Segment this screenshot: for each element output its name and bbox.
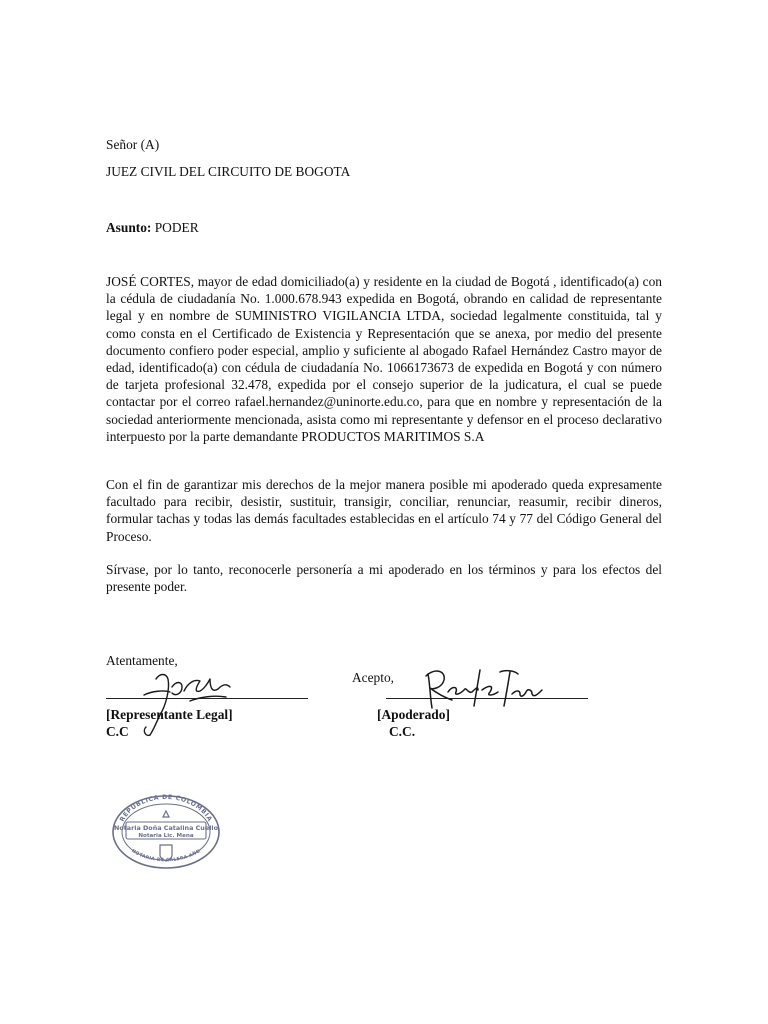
closing: Atentamente, xyxy=(106,653,178,668)
representative-signature xyxy=(130,665,240,745)
subject-label: Asunto: xyxy=(106,220,152,235)
recipient: JUEZ CIVIL DEL CIRCUITO DE BOGOTA xyxy=(106,164,351,179)
body-paragraph-3: Sírvase, por lo tanto, reconocerle personería a mi apoderado en los términos y para los efectos del presente poder. xyxy=(106,562,662,595)
subject-value: PODER xyxy=(151,220,199,235)
id-label-representative: C.C xyxy=(106,724,129,739)
role-representative: [Representante Legal] xyxy=(106,707,233,722)
svg-text:Notaria Lic. Mena: Notaria Lic. Mena xyxy=(138,833,194,839)
notary-stamp xyxy=(110,793,222,871)
svg-text:Notaria Doña Catalina Cuello: Notaria Doña Catalina Cuello xyxy=(114,824,218,832)
acceptance: Acepto, xyxy=(352,670,395,685)
subject-line xyxy=(106,219,199,236)
salutation: Señor (A) xyxy=(106,137,160,152)
body-paragraph-2: Con el fin de garantizar mis derechos de la mejor manera posible mi apoderado queda expresamente facultado para recibir, desistir, sustituir, transigir, conciliar, renunciar, reasumir, recibir dineros, formular tachas y todas las demás facultades establecidas en el artículo 74 y 77 del Código General del Proceso. xyxy=(106,477,662,544)
svg-text:REPUBLICA DE COLOMBIA: REPUBLICA DE COLOMBIA xyxy=(118,793,214,823)
id-label-attorney: C.C. xyxy=(389,724,416,739)
body-paragraph-1: JOSÉ CORTES, mayor de edad domiciliado(a) y residente en la ciudad de Bogotá , identificado(a) con la cédula de ciudadanía No. 1.000.678.943 expedida en Bogotá, obrando en calidad de representante legal y en nombre de SUMINISTRO VIGILANCIA LTDA, sociedad legalmente constituida, tal y como consta en el Certificado de Existencia y Representación que se anexa, por medio del presente documento confiero poder especial, amplio y suficiente al abogado Rafael Hernández Castro mayor de edad, identificado(a) con cédula de ciudadanía No. 1066173673 de expedida en Bogotá y con número de tarjeta profesional 32.478, expedida por el consejo superior de la judicatura, el cual se puede contactar por el correo rafael.hernandez@uninorte.edu.co, para que en nombre y representación de la sociedad anteriormente mencionada, asista como mi representante y defensor en el proceso declarativo interpuesto por la parte demandante PRODUCTOS MARITIMOS S.A xyxy=(106,274,662,444)
role-attorney: [Apoderado] xyxy=(377,707,450,722)
svg-text:NOTARIA DE CALERA AÑO: NOTARIA DE CALERA AÑO xyxy=(130,848,202,864)
